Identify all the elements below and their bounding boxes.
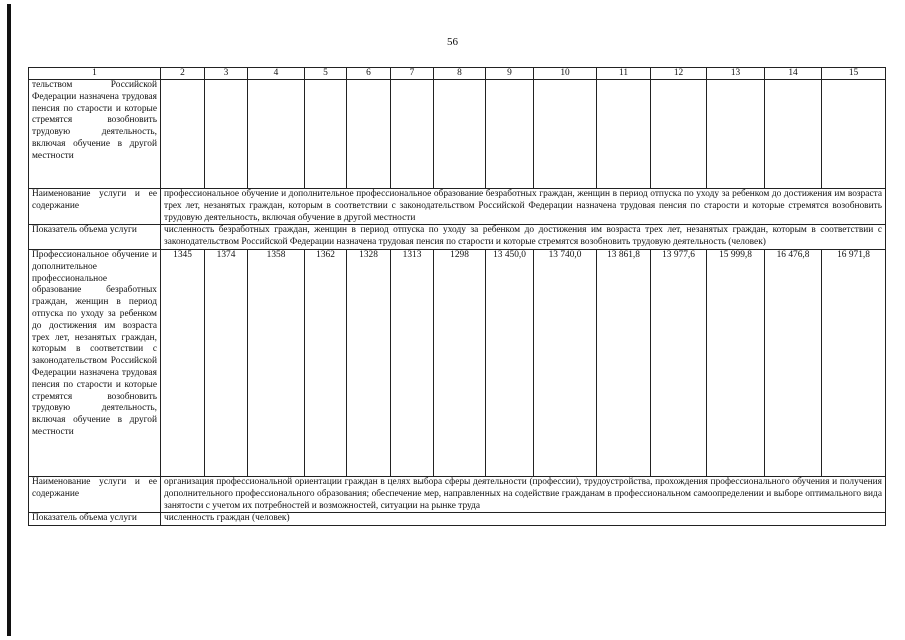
service-description: профессиональное обучение и дополнительное профессиональное образование безработных граждан, женщин в период отпуска по уходу за ребенком до достижения им возраста трех лет, незанятых граждан, которым в соответствии с законодательством Российской Федерации назначена трудовая пенсия по старости и которые стремятся возобновить трудовую деятельность, включая обучение в другой местности [161,189,886,225]
row-label: Показатель объема услуги [29,513,161,526]
value-cell: 1298 [434,249,486,476]
value-cell: 1328 [347,249,391,476]
value-cell: 1358 [248,249,305,476]
column-header: 8 [434,68,486,80]
page-edge-bar [7,4,11,636]
column-header: 11 [597,68,651,80]
column-header: 9 [486,68,534,80]
empty-cell [161,80,205,189]
value-cell: 1362 [305,249,347,476]
value-cell: 16 971,8 [822,249,886,476]
column-header: 13 [707,68,765,80]
table-header-row [29,68,886,80]
empty-cell [597,80,651,189]
column-header: 10 [534,68,597,80]
table-row-service-name [29,476,886,512]
indicator-description: численность граждан (человек) [161,513,886,526]
row-label: тельством Российской Федерации назначена трудовая пенсия по старости и которые стремятся возобновить трудовую деятельность, включая обучение в другой местности [29,80,161,189]
column-header: 12 [651,68,707,80]
value-cell: 13 977,6 [651,249,707,476]
value-cell: 1345 [161,249,205,476]
empty-cell [347,80,391,189]
column-header: 2 [161,68,205,80]
services-table [28,67,886,526]
service-description: организация профессиональной ориентации граждан в целях выбора сферы деятельности (профессии), трудоустройства, прохождения профессионального обучения и получения дополнительного профессионального образования; обеспечение мер, направленных на содействие гражданам в профессиональном самоопределении и выборе оптимального вида занятости с учетом их потребностей и возможностей, ситуации на рынке труда [161,476,886,512]
row-label: Показатель объема услуги [29,225,161,250]
column-header: 5 [305,68,347,80]
column-header: 3 [205,68,248,80]
empty-cell [765,80,822,189]
value-cell: 16 476,8 [765,249,822,476]
page-number: 56 [447,36,458,48]
table-row-service-name [29,189,886,225]
value-cell: 1313 [391,249,434,476]
empty-cell [822,80,886,189]
value-cell: 13 861,8 [597,249,651,476]
empty-cell [707,80,765,189]
empty-cell [205,80,248,189]
empty-cell [391,80,434,189]
value-cell: 13 450,0 [486,249,534,476]
empty-cell [305,80,347,189]
column-header: 14 [765,68,822,80]
empty-cell [651,80,707,189]
value-cell: 15 999,8 [707,249,765,476]
row-label: Профессиональное обучение и дополнительное профессиональное образование безработных граждан, женщин в период отпуска по уходу за ребенком до достижения им возраста трех лет, незанятых граждан, которым в соответствии с законодательством Российской Федерации назначена трудовая пенсия по старости и которые стремятся возобновить трудовую деятельность, включая обучение в другой местности [29,249,161,476]
column-header: 4 [248,68,305,80]
table-row-continuation [29,80,886,189]
row-label: Наименование услуги и ее содержание [29,189,161,225]
column-header: 15 [822,68,886,80]
table-row-indicator [29,513,886,526]
value-cell: 13 740,0 [534,249,597,476]
empty-cell [486,80,534,189]
table-row-indicator [29,225,886,250]
column-header: 1 [29,68,161,80]
empty-cell [248,80,305,189]
empty-cell [434,80,486,189]
table-row-values [29,249,886,476]
indicator-description: численность безработных граждан, женщин в период отпуска по уходу за ребенком до достижения им возраста трех лет, незанятых граждан, которым в соответствии с законодательством Российской Федерации назначена трудовая пенсия по старости и которые стремятся возобновить трудовую деятельность (человек) [161,225,886,250]
empty-cell [534,80,597,189]
row-label: Наименование услуги и ее содержание [29,476,161,512]
column-header: 7 [391,68,434,80]
column-header: 6 [347,68,391,80]
value-cell: 1374 [205,249,248,476]
